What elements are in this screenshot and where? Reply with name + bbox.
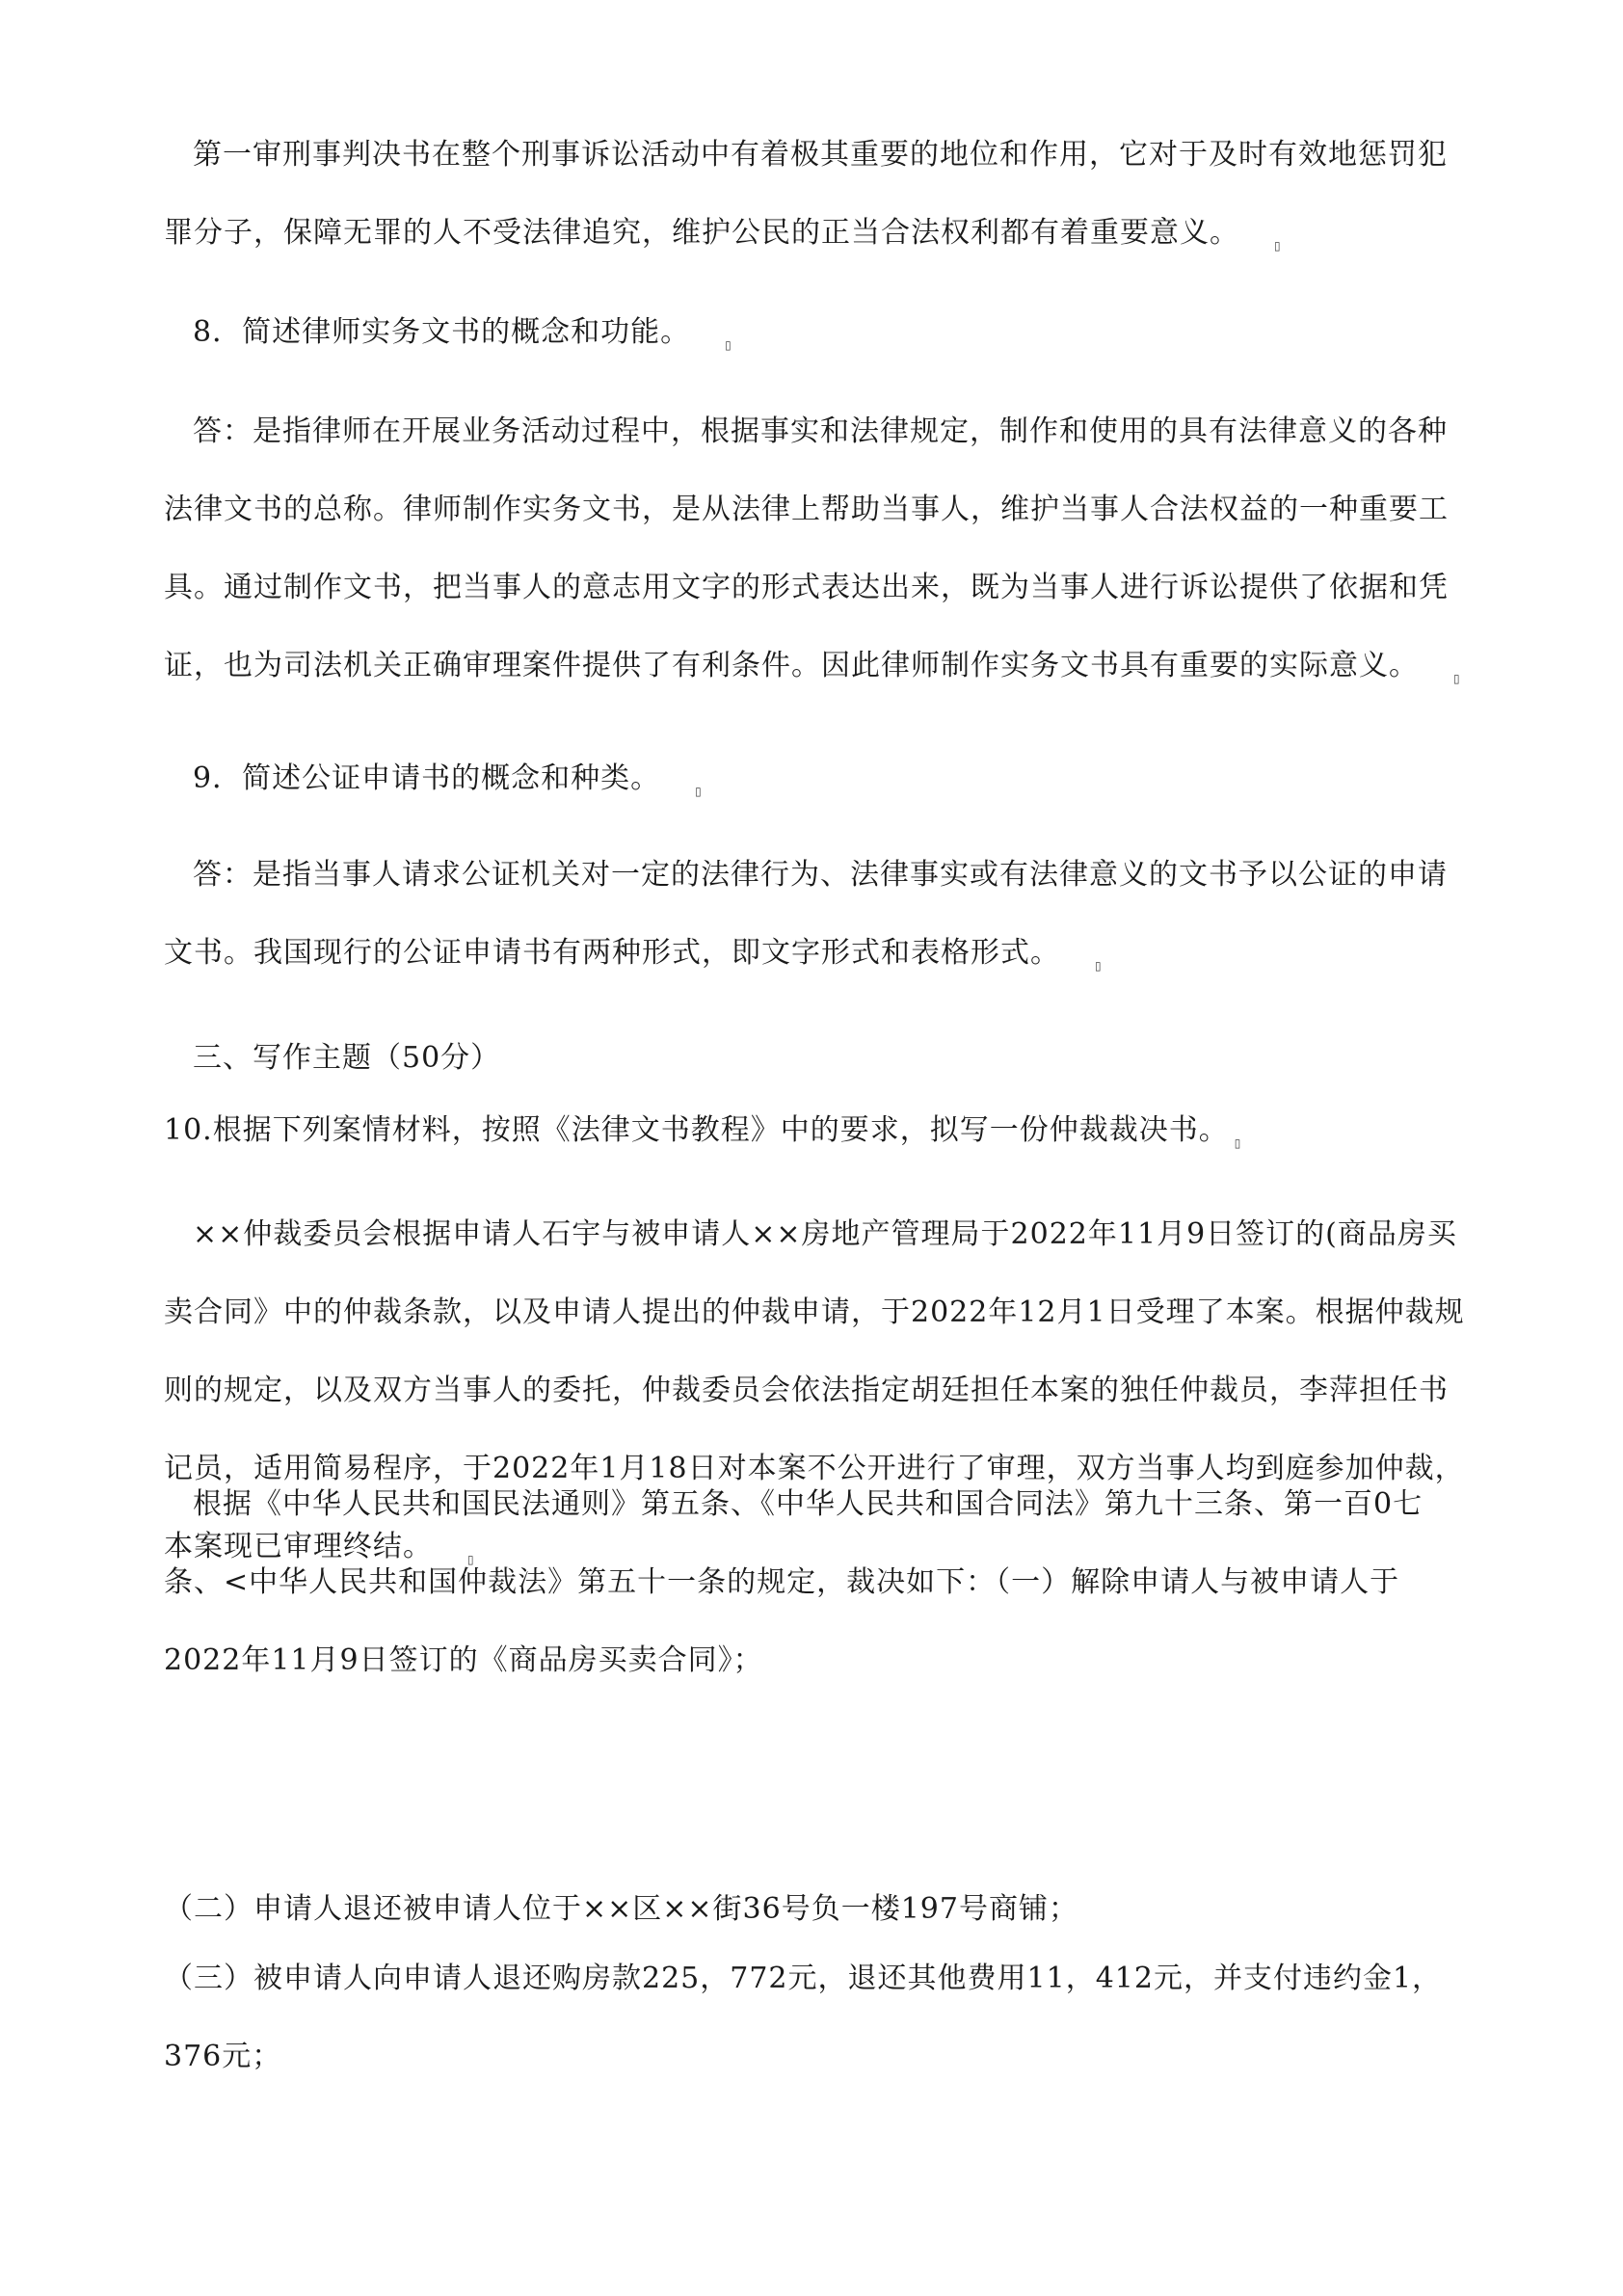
ruling-item-3 (164, 1939, 1475, 2096)
answer-text: 答：是指律师在开展业务活动过程中，根据事实和法律规定，制作和使用的具有法律意义的各种法律文书的总称。律师制作实务文书，是从法律上帮助当事人，维护当事人合法权益的一种重要工具。通过制作文书，把当事人的意志用文字的形式表达出来，既为当事人进行诉讼提供了依据和凭证，也为司法机关正确审理案件提供了有利条件。因此律师制作实务文书具有重要的实际意义。 (164, 414, 1449, 682)
question-8 (164, 293, 1475, 371)
ruling-item-2 (164, 1870, 1475, 1948)
section-heading-3 (164, 1019, 1475, 1097)
paragraph-mark-icon: ▯ (1095, 959, 1103, 973)
paragraph-mark-icon: ▯ (1453, 672, 1461, 685)
question-text: 10.根据下列案情材料，按照《法律文书教程》中的要求，拟写一份仲裁裁决书。 (164, 1113, 1229, 1147)
answer-8 (164, 392, 1475, 705)
answer-text: 答：是指当事人请求公证机关对一定的法律行为、法律事实或有法律意义的文书予以公证的申请文书。我国现行的公证申请书有两种形式，即文字形式和表格形式。 (164, 858, 1448, 970)
question-text: 8．简述律师实务文书的概念和功能。 (193, 315, 691, 349)
ruling-item-text: （二）申请人退还被申请人位于××区××街36号负一楼197号商铺； (164, 1892, 1078, 1926)
paragraph-mark-icon: ▯ (695, 785, 703, 798)
answer-9 (164, 836, 1475, 992)
ruling-text: 根据《中华人民共和国民法通则》第五条、《中华人民共和国合同法》第九十三条、第一百0七条、<中华人民共和国仲裁法》第五十一条的规定，裁决如下：（一）解除申请人与被申请人于2022年11月9日签订的《商品房买卖合同》； (164, 1487, 1423, 1677)
question-text: 9．简述公证申请书的概念和种类。 (193, 761, 661, 795)
ruling-item-text: （三）被申请人向申请人退还购房款225，772元，退还其他费用11，412元，并支付违约金1，376元； (164, 1962, 1443, 2073)
case-text: ××仲裁委员会根据申请人石宇与被申请人××房地产管理局于2022年11月9日签订的(商品房买卖合同》中的仲裁条款，以及申请人提出的仲裁申请，于2022年12月1日受理了本案。根据仲裁规则的规定，以及双方当事人的委托，仲裁委员会依法指定胡廷担任本案的独任仲裁员，李萍担任书记员，适用简易程序，于2022年1月18日对本案不公开进行了审理，双方当事人均到庭参加仲裁，本案现已审理终结。 (164, 1217, 1465, 1563)
paragraph-text: 第一审刑事判决书在整个刑事诉讼活动中有着极其重要的地位和作用，它对于及时有效地惩罚犯罪分子，保障无罪的人不受法律追究，维护公民的正当合法权利都有着重要意义。 (164, 138, 1448, 250)
question-10 (164, 1091, 1475, 1169)
question-9 (164, 739, 1475, 817)
paragraph-mark-icon: ▯ (1274, 239, 1282, 253)
paragraph-criminal-judgment (164, 116, 1475, 272)
paragraph-mark-icon: ▯ (467, 1553, 475, 1566)
section-heading-text: 三、写作主题（50分） (193, 1041, 501, 1075)
ruling-paragraph (164, 1465, 1475, 1699)
paragraph-mark-icon: ▯ (725, 338, 732, 352)
paragraph-mark-icon: ▯ (1234, 1136, 1242, 1150)
